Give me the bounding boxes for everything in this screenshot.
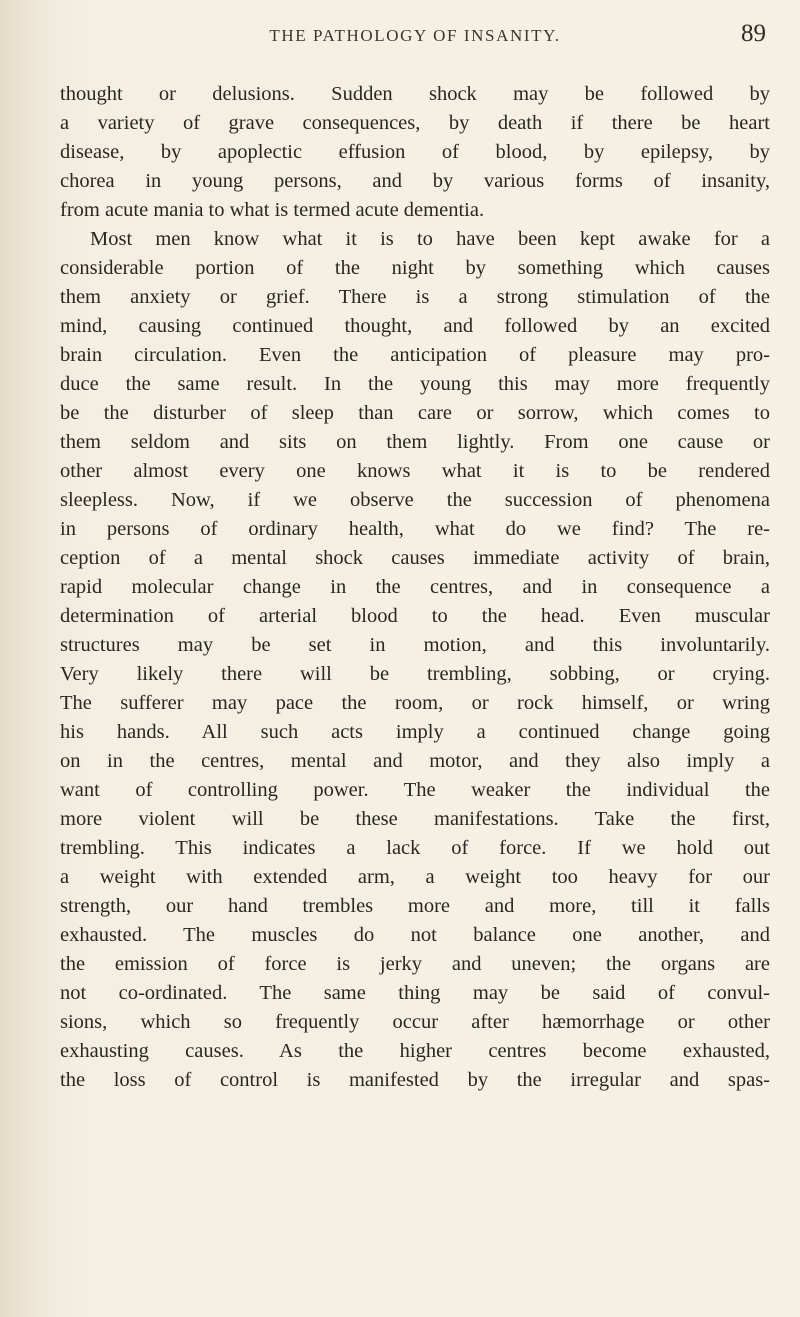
text-line: them anxiety or grief. There is a strong stimulation of the — [60, 286, 770, 308]
text-line: want of controlling power. The weaker the individual the — [60, 779, 770, 801]
text-line: sleepless. Now, if we observe the succession of phenomena — [60, 489, 770, 511]
text-line: chorea in young persons, and by various forms of insanity, — [60, 170, 770, 192]
text-line: be the disturber of sleep than care or sorrow, which comes to — [60, 402, 770, 424]
text-line: determination of arterial blood to the head. Even muscular — [60, 605, 770, 627]
text-line: Most men know what it is to have been kept awake for a — [90, 228, 770, 250]
text-line: more violent will be these manifestations. Take the first, — [60, 808, 770, 830]
text-line: exhausted. The muscles do not balance one another, and — [60, 924, 770, 946]
text-line: from acute mania to what is termed acute dementia. — [60, 199, 485, 221]
page-number: 89 — [741, 20, 766, 47]
body-text — [60, 80, 770, 1095]
text-line: his hands. All such acts imply a continued change going — [60, 721, 770, 743]
running-title: THE PATHOLOGY OF INSANITY. — [269, 26, 561, 45]
text-line: exhausting causes. As the higher centres become exhausted, — [60, 1040, 770, 1062]
text-line: The sufferer may pace the room, or rock himself, or wring — [60, 692, 770, 714]
text-line: rapid molecular change in the centres, and in consequence a — [60, 576, 770, 598]
text-line: trembling. This indicates a lack of force. If we hold out — [60, 837, 770, 859]
text-line: the loss of control is manifested by the irregular and spas- — [60, 1069, 770, 1091]
text-line: brain circulation. Even the anticipation of pleasure may pro- — [60, 344, 770, 366]
text-line: considerable portion of the night by something which causes — [60, 257, 770, 279]
text-line: not co-ordinated. The same thing may be said of convul- — [60, 982, 770, 1004]
text-line: Very likely there will be trembling, sobbing, or crying. — [60, 663, 770, 685]
text-line: structures may be set in motion, and this involuntarily. — [60, 634, 770, 656]
text-line: disease, by apoplectic effusion of blood, by epilepsy, by — [60, 141, 770, 163]
text-line: duce the same result. In the young this may more frequently — [60, 373, 770, 395]
text-line: ception of a mental shock causes immediate activity of brain, — [60, 547, 770, 569]
text-line: a weight with extended arm, a weight too heavy for our — [60, 866, 770, 888]
text-line: on in the centres, mental and motor, and they also imply a — [60, 750, 770, 772]
text-line: thought or delusions. Sudden shock may be followed by — [60, 83, 770, 105]
text-line: the emission of force is jerky and uneven; the organs are — [60, 953, 770, 975]
text-line: strength, our hand trembles more and more, till it falls — [60, 895, 770, 917]
text-line: sions, which so frequently occur after hæmorrhage or other — [60, 1011, 770, 1033]
text-line: a variety of grave consequences, by death if there be heart — [60, 112, 770, 134]
text-line: in persons of ordinary health, what do we find? The re- — [60, 518, 770, 540]
text-line: mind, causing continued thought, and followed by an excited — [60, 315, 770, 337]
text-line: other almost every one knows what it is to be rendered — [60, 460, 770, 482]
page-header — [60, 20, 770, 56]
text-line: them seldom and sits on them lightly. From one cause or — [60, 431, 770, 453]
